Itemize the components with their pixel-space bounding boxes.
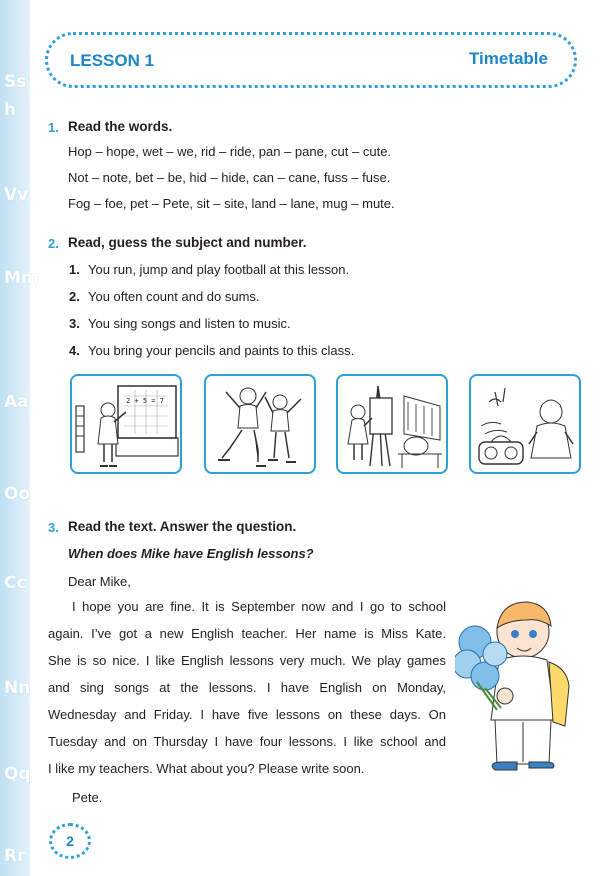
letter-line: Wednesday and Friday. I have five lessons on these days. On bbox=[48, 707, 446, 722]
page-number: 2 bbox=[49, 823, 91, 859]
side-letter: Oo bbox=[4, 484, 31, 504]
art-easel-picture bbox=[336, 374, 448, 474]
letter-greeting: Dear Mike, bbox=[68, 574, 131, 589]
letter-line: Tuesday and on Thursday I have four lessons. I like school and bbox=[48, 734, 446, 749]
item-text: You sing songs and listen to music. bbox=[88, 316, 291, 331]
side-letter: Cc bbox=[4, 573, 27, 593]
exercise-2-number: 2. bbox=[48, 236, 59, 251]
lesson-title: LESSON 1 bbox=[70, 51, 155, 70]
exercise-2-title: Read, guess the subject and number. bbox=[68, 235, 307, 250]
word-line: Not – note, bet – be, hid – hide, can – cane, fuss – fuse. bbox=[68, 170, 391, 185]
side-letter: Rr bbox=[4, 846, 26, 866]
item-number: 1. bbox=[69, 262, 80, 277]
boy-with-flowers-illustration bbox=[455, 592, 590, 777]
item-number: 4. bbox=[69, 343, 80, 358]
item-number: 2. bbox=[69, 289, 80, 304]
letter-line: I like my teachers. What about you? Please write soon. bbox=[48, 761, 365, 776]
exercise-1-title: Read the words. bbox=[68, 119, 173, 134]
exercise-1-number: 1. bbox=[48, 120, 59, 135]
side-letter: Vv bbox=[4, 185, 29, 205]
exercise-3-question: When does Mike have English lessons? bbox=[68, 546, 314, 561]
exercise-3-number: 3. bbox=[48, 520, 59, 535]
word-line: Fog – foe, pet – Pete, sit – site, land – lane, mug – mute. bbox=[68, 196, 395, 211]
board-sum: 2 + 5 = 7 bbox=[126, 397, 164, 405]
letter-body bbox=[48, 593, 446, 782]
item-text: You often count and do sums. bbox=[88, 289, 260, 304]
item-text: You bring your pencils and paints to this class. bbox=[88, 343, 355, 358]
word-line: Hop – hope, wet – we, rid – ride, pan – pane, cut – cute. bbox=[68, 144, 392, 159]
item-number: 3. bbox=[69, 316, 80, 331]
letter-line: I hope you are fine. It is September now and I go to school bbox=[72, 599, 446, 614]
letter-line: and sing songs at the lessons. I have English on Monday, bbox=[48, 680, 446, 695]
side-letter: h bbox=[4, 100, 17, 120]
letter-signature: Pete. bbox=[72, 790, 103, 805]
topic-title: Timetable bbox=[468, 49, 548, 68]
lesson-header bbox=[45, 32, 577, 88]
side-letter: Aa bbox=[4, 392, 29, 412]
letter-line: She is so nice. I like English lessons very much. We play games bbox=[48, 653, 446, 668]
letter-line: again. I’ve got a new English teacher. Her name is Miss Kate. bbox=[48, 626, 446, 641]
side-letter: Ss bbox=[4, 72, 27, 92]
music-radio-picture bbox=[469, 374, 581, 474]
decorative-side-strip bbox=[0, 0, 39, 876]
maths-board-picture bbox=[70, 374, 182, 474]
pe-children-picture bbox=[204, 374, 316, 474]
side-letter: Qq bbox=[4, 764, 31, 784]
item-text: You run, jump and play football at this lesson. bbox=[88, 262, 350, 277]
side-letter: Nn bbox=[4, 678, 31, 698]
side-letter: Mm bbox=[4, 268, 39, 288]
exercise-3-title: Read the text. Answer the question. bbox=[68, 519, 297, 534]
